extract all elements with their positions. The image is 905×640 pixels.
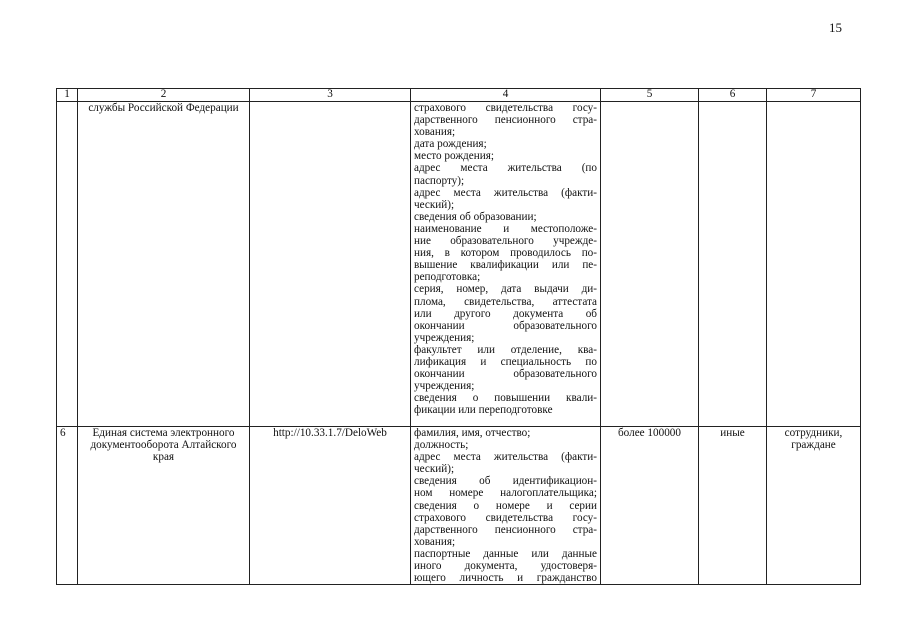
header-cell: 6 — [699, 89, 767, 102]
text-line: паспорту); — [414, 174, 465, 187]
volume-cell: более 100000 — [601, 427, 699, 585]
address-cell — [250, 102, 411, 427]
text-line: фамилия, имя, отчество; — [414, 427, 531, 439]
address-cell: http://10.33.1.7/DeloWeb — [250, 427, 411, 585]
text-line: паспортные данные или данные — [414, 547, 597, 560]
text-line: хования; — [414, 126, 456, 139]
text-line: окончании образовательного — [414, 319, 597, 332]
row-number-cell — [57, 102, 78, 427]
header-cell: 1 — [57, 89, 78, 102]
text-line: иного документа, удостоверя- — [414, 560, 597, 573]
system-name-cell: службы Российской Федерации — [78, 102, 250, 427]
subjects-cell: сотрудники, граждане — [767, 427, 861, 585]
volume-cell — [601, 102, 699, 427]
text-line: ном номере налогоплательщика; — [414, 487, 597, 500]
text-line: ющего личность и гражданство — [414, 572, 597, 585]
category-cell: иные — [699, 427, 767, 585]
text-line: серия, номер, дата выдачи ди- — [414, 283, 597, 296]
table-row — [57, 102, 861, 427]
text-line: дата рождения; — [414, 138, 487, 151]
text-line: должность; — [414, 439, 469, 452]
header-cell: 2 — [78, 89, 250, 102]
text-line: учреждения; — [414, 331, 475, 344]
subjects-cell — [767, 102, 861, 427]
text-line: адрес места жительства (факти- — [414, 451, 597, 464]
text-line: место рождения; — [414, 150, 494, 163]
header-cell: 3 — [250, 89, 411, 102]
text-line: страхового свидетельства госу- — [414, 102, 597, 114]
table-row — [57, 427, 861, 585]
text-line: дарственного пенсионного стра- — [414, 114, 597, 127]
text-line: реподготовка; — [414, 271, 481, 284]
header-cell: 7 — [767, 89, 861, 102]
text-line: окончании образовательного — [414, 368, 597, 381]
personal-data-cell — [411, 102, 601, 427]
text-line: сведения о повышении квали- — [414, 392, 597, 405]
text-line: ческий); — [414, 463, 455, 476]
text-line: сведения о номере и серии — [414, 499, 597, 512]
text-line: наименование и местоположе- — [414, 222, 597, 235]
text-line: фикации или переподготовке — [414, 404, 553, 417]
system-name-cell: Единая система электронного документооборота Алтайского края — [78, 427, 250, 585]
text-line: адрес места жительства (по — [414, 162, 597, 175]
text-line: хования; — [414, 535, 456, 548]
text-line: страхового свидетельства госу- — [414, 511, 597, 524]
row-number-cell: 6 — [57, 427, 78, 585]
page-number: 15 — [829, 20, 842, 35]
header-row — [57, 89, 861, 102]
text-line: учреждения; — [414, 380, 475, 393]
text-line: ческий); — [414, 198, 455, 211]
text-line: вышение квалификации или пе- — [414, 259, 597, 272]
registry-table — [56, 88, 861, 585]
text-line: или другого документа об — [414, 307, 597, 320]
text-line: ние образовательного учрежде- — [414, 235, 597, 248]
text-line: сведения об образовании; — [414, 210, 537, 223]
header-cell: 5 — [601, 89, 699, 102]
text-line: факультет или отделение, ква- — [414, 343, 597, 356]
text-line: лификация и специальность по — [414, 355, 597, 368]
category-cell — [699, 102, 767, 427]
header-cell: 4 — [411, 89, 601, 102]
text-line: ния, в котором проводилось по- — [414, 247, 597, 260]
text-line: сведения об идентификацион- — [414, 475, 597, 488]
personal-data-cell — [411, 427, 601, 585]
text-line: дарственного пенсионного стра- — [414, 523, 597, 536]
text-line: адрес места жительства (факти- — [414, 186, 597, 199]
text-line: плома, свидетельства, аттестата — [414, 295, 597, 308]
